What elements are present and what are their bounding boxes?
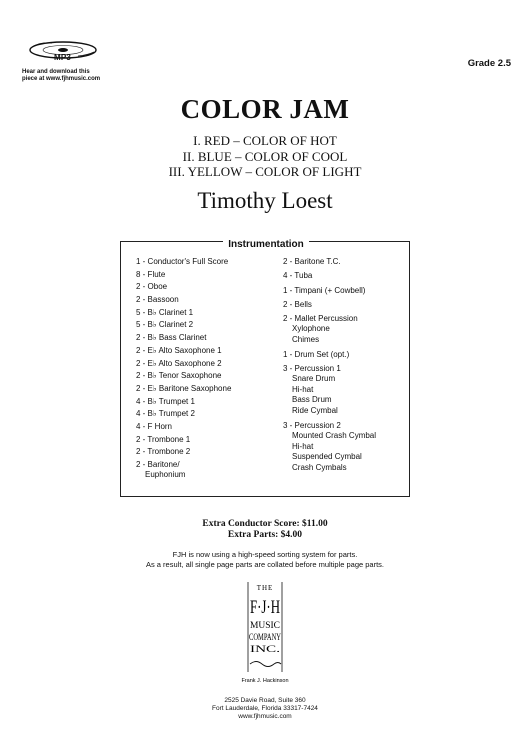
instrument-entry: [136, 359, 276, 369]
signature-flourish: [250, 662, 281, 667]
publisher-address: [0, 697, 530, 720]
instrument-part: 2 - Baritone T.C.: [283, 257, 341, 266]
instrument-part: 2 - Baritone/: [136, 460, 180, 469]
address-line: www.fjhmusic.com: [238, 712, 292, 720]
instrument-subpart: Suspended Cymbal: [292, 452, 362, 462]
instrument-part: 4 - Tuba: [283, 271, 313, 281]
extra-parts-price: Extra Parts: $4.00: [227, 529, 303, 540]
instrument-part: 5 - B♭ Clarinet 1: [136, 307, 194, 317]
instrument-part: 3 - Percussion 1: [283, 364, 341, 374]
instrument-entry: [136, 295, 276, 305]
instrument-entry: [136, 257, 276, 267]
instrument-part: 4 - F Horn: [136, 421, 173, 431]
instrument-part: 2 - Trombone 2: [136, 447, 191, 457]
instrument-subpart: Ride Cymbal: [292, 405, 338, 415]
instrument-subpart: Hi-hat: [292, 384, 314, 394]
instrumentation-heading-text: Instrumentation: [223, 239, 309, 250]
instrument-entry: [136, 346, 276, 356]
instrument-entry: [136, 308, 276, 318]
mp3-caption: [22, 69, 122, 83]
instrument-entry: [283, 257, 409, 267]
instrument-entry: [136, 384, 276, 394]
instrument-entry: [283, 271, 409, 281]
mp3-caption-line: piece at www.fjhmusic.com: [22, 76, 101, 82]
instrumentation-box: [120, 241, 410, 497]
movement-item: III. YELLOW – COLOR OF LIGHT: [168, 164, 362, 179]
logo-line: THE: [256, 584, 274, 592]
logo-line: INC.: [250, 644, 280, 654]
logo-line: MUSIC: [250, 620, 280, 630]
mp3-label: MP3: [54, 53, 72, 62]
fjh-logo: [240, 580, 290, 686]
instrument-part: 2 - Bassoon: [136, 295, 179, 305]
composer-name: Timothy Loest: [197, 188, 333, 213]
instrument-entry: [136, 371, 276, 381]
instrument-part: 1 - Drum Set (opt.): [283, 350, 350, 360]
instrument-entry: [136, 282, 276, 292]
instrument-part: 2 - E♭ Alto Saxophone 2: [136, 358, 222, 368]
grade-level: Grade 2.5: [467, 58, 511, 69]
extra-conductor-score-price: Extra Conductor Score: $11.00: [202, 519, 328, 529]
address-line: 2525 Davie Road, Suite 360: [224, 697, 306, 704]
instrument-entry: [136, 333, 276, 343]
logo-signature: Frank J. Hackinson: [241, 678, 289, 684]
instrument-entry: [283, 286, 409, 296]
instrument-part: 2 - Oboe: [136, 282, 168, 292]
logo-line: F·J·H: [250, 597, 281, 618]
instrument-subpart: Mounted Crash Cymbal: [292, 431, 377, 441]
instrument-entry: [283, 364, 409, 416]
mp3-disc-icon: [28, 40, 98, 66]
notice-line: FJH is now using a high-speed sorting system for parts.: [172, 550, 358, 559]
instrumentation-right-column: [283, 257, 409, 478]
instrument-part: 2 - E♭ Baritone Saxophone: [136, 383, 232, 393]
instrument-part: 2 - Mallet Percussion: [283, 314, 358, 324]
notice-line: As a result, all single page parts are collated before multiple page parts.: [145, 560, 385, 569]
mp3-download-block: [22, 40, 122, 83]
mp3-caption-line: Hear and download this: [22, 69, 90, 75]
instrument-part: 5 - B♭ Clarinet 2: [136, 320, 194, 330]
address-line: Fort Lauderdale, Florida 33317-7424: [212, 704, 318, 712]
instrument-part: 4 - B♭ Trumpet 2: [136, 409, 195, 419]
instrument-part: 3 - Percussion 2: [283, 421, 341, 431]
instrument-entry: [283, 350, 409, 360]
instrument-subpart: Snare Drum: [292, 374, 336, 384]
instrument-entry: [136, 460, 276, 481]
price-block: [0, 519, 530, 540]
instrument-entry: [283, 421, 409, 473]
instrument-part: 1 - Conductor's Full Score: [136, 257, 229, 266]
instrument-part: 2 - B♭ Tenor Saxophone: [136, 371, 222, 381]
piece-title: COLOR JAM: [180, 94, 350, 124]
instrument-part: 2 - Trombone 1: [136, 434, 191, 444]
sorting-notice: [0, 550, 530, 570]
instrument-entry: [136, 409, 276, 419]
instrumentation-heading: [121, 234, 411, 252]
instrument-entry: [136, 447, 276, 457]
movement-list: [0, 133, 530, 180]
logo-line: COMPANY: [249, 632, 282, 642]
instrument-entry: [136, 397, 276, 407]
instrument-subpart: Xylophone: [292, 324, 330, 334]
instrument-part: 1 - Timpani (+ Cowbell): [283, 285, 366, 295]
movement-item: II. BLUE – COLOR OF COOL: [182, 148, 348, 164]
instrument-entry: [283, 314, 409, 345]
instrument-part: 2 - E♭ Alto Saxophone 1: [136, 345, 222, 355]
instrument-entry: [136, 320, 276, 330]
movement-item: I. RED – COLOR OF HOT: [193, 133, 337, 148]
instrument-part: 2 - B♭ Bass Clarinet: [136, 333, 207, 343]
instrument-subpart: Crash Cymbals: [292, 462, 347, 472]
instrument-entry: [136, 422, 276, 432]
instrument-part: 4 - B♭ Trumpet 1: [136, 396, 195, 406]
instrument-entry: [136, 435, 276, 445]
instrument-subpart: Euphonium: [145, 470, 186, 479]
instrument-subpart: Bass Drum: [292, 395, 332, 405]
instrument-subpart: Chimes: [292, 334, 320, 344]
instrument-part: 8 - Flute: [136, 269, 166, 279]
instrument-subpart: Hi-hat: [292, 441, 314, 451]
instrument-entry: [136, 270, 276, 280]
instrumentation-left-column: [136, 257, 276, 483]
instrument-entry: [283, 300, 409, 310]
instrument-part: 2 - Bells: [283, 299, 312, 309]
